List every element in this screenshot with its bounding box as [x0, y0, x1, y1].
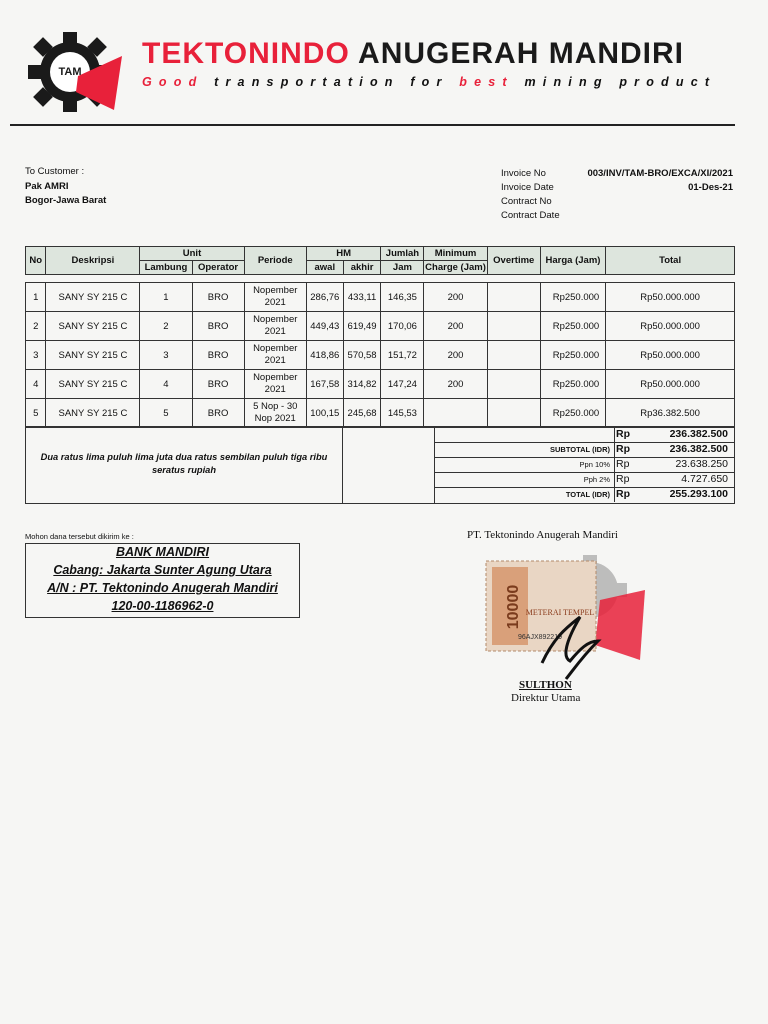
col-charge: Charge (Jam): [425, 262, 486, 273]
cell-periode-line1: Nopember: [253, 372, 298, 383]
col-jumlah: Jumlah: [381, 247, 424, 261]
cell-no: 3: [26, 341, 46, 370]
invoice-summary: [25, 426, 735, 504]
logo-text: TAM: [58, 66, 82, 78]
invoice-date-value: 01-Des-21: [688, 182, 733, 193]
summary-currency: Rp: [616, 428, 630, 440]
col-jam: Jam: [381, 261, 424, 275]
cell-lambung: 4: [140, 370, 192, 399]
summary-row-total-idr: [434, 487, 734, 502]
cell-awal: 286,76: [306, 283, 343, 312]
company-tagline: Good transportation for best mining product: [142, 75, 717, 89]
cell-no: 1: [26, 283, 46, 312]
col-no: No: [26, 247, 46, 275]
col-overtime: Overtime: [487, 247, 540, 275]
cell-lambung: 1: [140, 283, 192, 312]
contract-no-label: Contract No: [501, 196, 552, 207]
invoice-table-header: [25, 246, 735, 275]
amount-in-words: Dua ratus lima puluh lima juta dua ratus sembilan puluh tiga ribu seratus rupiah: [40, 452, 328, 475]
cell-min-charge: 200: [424, 312, 487, 341]
col-desc: Deskripsi: [46, 247, 140, 275]
summary-currency: Rp: [616, 458, 630, 470]
cell-lambung: 3: [140, 341, 192, 370]
cell-overtime: [487, 283, 540, 312]
cell-operator: BRO: [192, 370, 244, 399]
cell-harga: Rp250.000: [540, 283, 605, 312]
cell-akhir: 314,82: [343, 370, 381, 399]
stamp-value: 10000: [505, 584, 522, 630]
summary-row-pph-2: [434, 472, 734, 488]
bank-account-holder: A/N : PT. Tektonindo Anugerah Mandiri: [47, 581, 278, 595]
invoice-table-body: [25, 282, 735, 428]
cell-periode: [244, 399, 306, 428]
cell-jumlah: 170,06: [381, 312, 424, 341]
bank-name: BANK MANDIRI: [115, 545, 210, 559]
cell-akhir: 433,11: [343, 283, 381, 312]
cell-akhir: 245,68: [343, 399, 381, 428]
cell-operator: BRO: [192, 341, 244, 370]
summary-value: 255.293.100: [669, 488, 728, 500]
cell-total: Rp50.000.000: [606, 312, 735, 341]
cell-jumlah: 146,35: [381, 283, 424, 312]
cell-min-charge: 200: [424, 283, 487, 312]
cell-akhir: 619,49: [343, 312, 381, 341]
col-awal: awal: [306, 261, 343, 275]
stamp-and-signature: [470, 545, 680, 685]
invoice-date-label: Invoice Date: [501, 182, 554, 193]
cell-periode-line1: 5 Nop - 30: [253, 401, 298, 412]
summary-label: TOTAL (IDR): [565, 490, 610, 499]
cell-jumlah: 151,72: [381, 341, 424, 370]
cell-periode-line2: 2021: [264, 384, 286, 395]
invoice-no-label: Invoice No: [501, 168, 546, 179]
col-harga: Harga (Jam): [540, 247, 605, 275]
col-total: Total: [606, 247, 735, 275]
cell-desc: SANY SY 215 C: [46, 312, 140, 341]
summary-spacer: [342, 427, 435, 503]
cell-periode: [244, 370, 306, 399]
cell-min-charge: 200: [424, 341, 487, 370]
cell-total: Rp50.000.000: [606, 283, 735, 312]
cell-periode: [244, 341, 306, 370]
bank-branch: Cabang: Jakarta Sunter Agung Utara: [53, 563, 272, 577]
col-unit: Unit: [140, 247, 244, 261]
cell-no: 5: [26, 399, 46, 428]
summary-currency: Rp: [616, 488, 630, 500]
signature-company: PT. Tektonindo Anugerah Mandiri: [467, 529, 618, 541]
customer-label: To Customer :: [25, 166, 85, 177]
table-row: [26, 283, 735, 312]
summary-row-ppn-10: [434, 457, 734, 473]
customer-name: Pak AMRI: [25, 181, 69, 192]
cell-overtime: [487, 399, 540, 428]
cell-min-charge: 200: [424, 370, 487, 399]
cell-periode: [244, 312, 306, 341]
col-periode: Periode: [244, 247, 306, 275]
summary-value: 4.727.650: [681, 473, 728, 485]
cell-awal: 100,15: [306, 399, 343, 428]
company-logo: [22, 30, 124, 114]
signatory-name: SULTHON: [519, 679, 572, 691]
table-row: [26, 370, 735, 399]
cell-no: 2: [26, 312, 46, 341]
cell-operator: BRO: [192, 399, 244, 428]
cell-total: Rp50.000.000: [606, 341, 735, 370]
col-operator: Operator: [192, 261, 244, 275]
summary-row-subtotal-idr: [434, 442, 734, 458]
col-minimum: Minimum: [424, 247, 487, 261]
meterai-stamp: [486, 561, 596, 651]
cell-no: 4: [26, 370, 46, 399]
cell-harga: Rp250.000: [540, 341, 605, 370]
cell-min-charge: [424, 399, 487, 428]
cell-overtime: [487, 370, 540, 399]
cell-lambung: 2: [140, 312, 192, 341]
cell-periode-line2: 2021: [264, 355, 286, 366]
cell-periode-line1: Nopember: [253, 343, 298, 354]
summary-label: Ppn 10%: [579, 460, 610, 469]
summary-value: 236.382.500: [669, 443, 728, 455]
summary-row-amount: [434, 427, 734, 443]
col-akhir: akhir: [343, 261, 381, 275]
cell-periode-line1: Nopember: [253, 314, 298, 325]
summary-currency: Rp: [616, 443, 630, 455]
amount-in-words-box: [26, 427, 343, 503]
summary-label: Pph 2%: [583, 475, 610, 484]
cell-harga: Rp250.000: [540, 399, 605, 428]
cell-periode-line2: 2021: [264, 326, 286, 337]
cell-awal: 418,86: [306, 341, 343, 370]
cell-desc: SANY SY 215 C: [46, 399, 140, 428]
cell-periode-line1: Nopember: [253, 285, 298, 296]
col-lambung: Lambung: [140, 261, 192, 275]
company-name: TEKTONINDO ANUGERAH MANDIRI: [142, 37, 685, 70]
transfer-note: Mohon dana tersebut dikirim ke :: [25, 532, 134, 541]
summary-label: SUBTOTAL (IDR): [550, 445, 610, 454]
summary-currency: Rp: [616, 473, 630, 485]
invoice-no-value: 003/INV/TAM-BRO/EXCA/XI/2021: [587, 168, 733, 179]
summary-value: 23.638.250: [675, 458, 728, 470]
cell-desc: SANY SY 215 C: [46, 341, 140, 370]
table-row: [26, 312, 735, 341]
cell-desc: SANY SY 215 C: [46, 283, 140, 312]
cell-jumlah: 147,24: [381, 370, 424, 399]
cell-periode-line2: Nop 2021: [254, 413, 296, 424]
stamp-serial: 96AJX892219: [518, 634, 562, 641]
customer-address: Bogor-Jawa Barat: [25, 195, 107, 206]
cell-jumlah: 145,53: [381, 399, 424, 428]
cell-total: Rp50.000.000: [606, 370, 735, 399]
bank-account-number: 120-00-1186962-0: [111, 599, 214, 613]
cell-operator: BRO: [192, 312, 244, 341]
cell-desc: SANY SY 215 C: [46, 370, 140, 399]
signatory-title: Direktur Utama: [511, 692, 581, 704]
cell-harga: Rp250.000: [540, 312, 605, 341]
cell-periode-line2: 2021: [264, 297, 286, 308]
table-row: [26, 341, 735, 370]
summary-value: 236.382.500: [669, 428, 728, 440]
stamp-text: METERAI TEMPEL: [525, 608, 595, 617]
cell-harga: Rp250.000: [540, 370, 605, 399]
cell-lambung: 5: [140, 399, 192, 428]
cell-overtime: [487, 312, 540, 341]
cell-total: Rp36.382.500: [606, 399, 735, 428]
cell-akhir: 570,58: [343, 341, 381, 370]
table-row: [26, 399, 735, 428]
cell-overtime: [487, 341, 540, 370]
cell-operator: BRO: [192, 283, 244, 312]
contract-date-label: Contract Date: [501, 210, 560, 221]
cell-periode: [244, 283, 306, 312]
bank-details-box: [25, 543, 300, 618]
header-divider: [10, 124, 735, 126]
cell-awal: 449,43: [306, 312, 343, 341]
cell-awal: 167,58: [306, 370, 343, 399]
col-hm: HM: [306, 247, 381, 261]
